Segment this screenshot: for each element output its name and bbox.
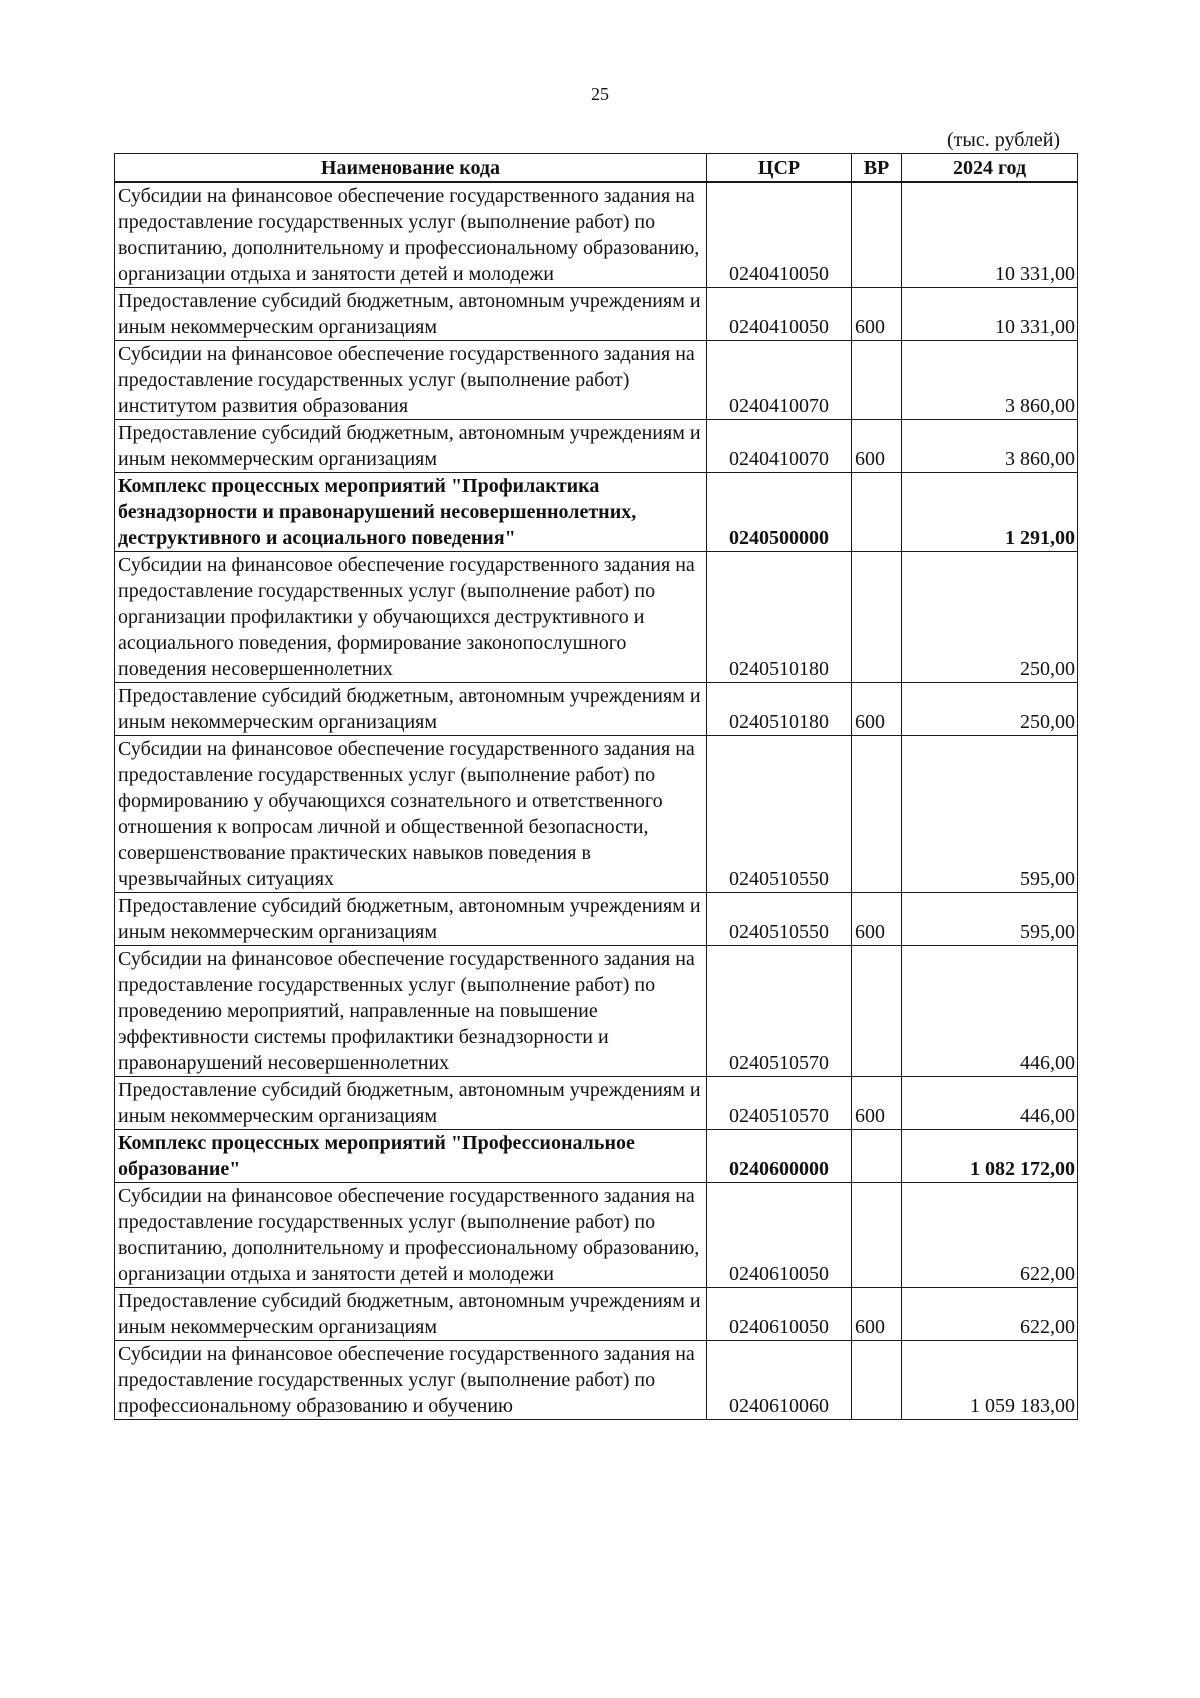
row-value: 10 331,00 <box>902 182 1078 288</box>
row-csr: 0240410070 <box>707 420 852 473</box>
row-name: Предоставление субсидий бюджетным, автономным учреждениям и иным некоммерческим организациям <box>115 683 707 736</box>
row-value: 10 331,00 <box>902 288 1078 341</box>
row-vr <box>852 946 902 1077</box>
row-csr: 0240510570 <box>707 946 852 1077</box>
row-value: 3 860,00 <box>902 341 1078 420</box>
row-vr: 600 <box>852 1288 902 1341</box>
row-name: Комплекс процессных мероприятий "Профилактика безнадзорности и правонарушений несовершеннолетних, деструктивного и асоциального поведения" <box>115 473 707 552</box>
row-csr: 0240410050 <box>707 288 852 341</box>
row-name: Субсидии на финансовое обеспечение государственного задания на предоставление государственных услуг (выполнение работ) по организации профилактики у обучающихся деструктивного и асоциального поведения, формирование законопослушного поведения несовершеннолетних <box>115 552 707 683</box>
row-vr: 600 <box>852 1077 902 1130</box>
table-row <box>115 736 1078 893</box>
table-row <box>115 341 1078 420</box>
row-csr: 0240410050 <box>707 182 852 288</box>
units-label: (тыс. рублей) <box>947 129 1061 151</box>
row-csr: 0240610050 <box>707 1183 852 1288</box>
row-vr <box>852 473 902 552</box>
row-value: 250,00 <box>902 683 1078 736</box>
header-name: Наименование кода <box>115 154 707 183</box>
row-vr: 600 <box>852 683 902 736</box>
row-vr: 600 <box>852 420 902 473</box>
table-row-section <box>115 473 1078 552</box>
row-csr: 0240510180 <box>707 552 852 683</box>
row-value: 622,00 <box>902 1288 1078 1341</box>
row-name: Предоставление субсидий бюджетным, автономным учреждениям и иным некоммерческим организациям <box>115 1077 707 1130</box>
row-vr <box>852 182 902 288</box>
budget-table <box>114 153 1078 1420</box>
table-row <box>115 946 1078 1077</box>
row-csr: 0240510550 <box>707 736 852 893</box>
header-csr: ЦСР <box>707 154 852 183</box>
row-vr: 600 <box>852 893 902 946</box>
table-row <box>115 288 1078 341</box>
table-row <box>115 420 1078 473</box>
row-value: 3 860,00 <box>902 420 1078 473</box>
row-name: Предоставление субсидий бюджетным, автономным учреждениям и иным некоммерческим организациям <box>115 893 707 946</box>
row-vr <box>852 1341 902 1420</box>
table-row <box>115 182 1078 288</box>
row-csr: 0240510570 <box>707 1077 852 1130</box>
row-csr: 0240510550 <box>707 893 852 946</box>
table-row <box>115 1183 1078 1288</box>
row-csr: 0240510180 <box>707 683 852 736</box>
table-row <box>115 893 1078 946</box>
row-vr <box>852 1130 902 1183</box>
row-value: 1 291,00 <box>902 473 1078 552</box>
row-value: 622,00 <box>902 1183 1078 1288</box>
row-name: Субсидии на финансовое обеспечение государственного задания на предоставление государственных услуг (выполнение работ) по воспитанию, дополнительному и профессиональному образованию, организации отдыха и занятости детей и молодежи <box>115 182 707 288</box>
row-name: Предоставление субсидий бюджетным, автономным учреждениям и иным некоммерческим организациям <box>115 288 707 341</box>
row-name: Предоставление субсидий бюджетным, автономным учреждениям и иным некоммерческим организациям <box>115 1288 707 1341</box>
table-header-row <box>115 154 1078 183</box>
row-value: 250,00 <box>902 552 1078 683</box>
row-name: Субсидии на финансовое обеспечение государственного задания на предоставление государственных услуг (выполнение работ) по воспитанию, дополнительному и профессиональному образованию, организации отдыха и занятости детей и молодежи <box>115 1183 707 1288</box>
row-value: 446,00 <box>902 1077 1078 1130</box>
row-name: Предоставление субсидий бюджетным, автономным учреждениям и иным некоммерческим организациям <box>115 420 707 473</box>
table-row <box>115 1077 1078 1130</box>
header-year: 2024 год <box>902 154 1078 183</box>
table-row-section <box>115 1130 1078 1183</box>
row-value: 1 059 183,00 <box>902 1341 1078 1420</box>
header-vr: ВР <box>852 154 902 183</box>
row-csr: 0240610050 <box>707 1288 852 1341</box>
row-name: Субсидии на финансовое обеспечение государственного задания на предоставление государственных услуг (выполнение работ) институтом развития образования <box>115 341 707 420</box>
row-name: Субсидии на финансовое обеспечение государственного задания на предоставление государственных услуг (выполнение работ) по формированию у обучающихся сознательного и ответственного отношения к вопросам личной и общественной безопасности, совершенствование практических навыков поведения в чрезвычайных ситуациях <box>115 736 707 893</box>
table-row <box>115 1341 1078 1420</box>
row-value: 446,00 <box>902 946 1078 1077</box>
row-name: Субсидии на финансовое обеспечение государственного задания на предоставление государственных услуг (выполнение работ) по проведению мероприятий, направленные на повышение эффективности системы профилактики безнадзорности и правонарушений несовершеннолетних <box>115 946 707 1077</box>
row-csr: 0240500000 <box>707 473 852 552</box>
row-vr <box>852 552 902 683</box>
table-row <box>115 552 1078 683</box>
row-csr: 0240410070 <box>707 341 852 420</box>
row-name: Комплекс процессных мероприятий "Профессиональное образование" <box>115 1130 707 1183</box>
table-row <box>115 1288 1078 1341</box>
row-vr <box>852 1183 902 1288</box>
row-vr: 600 <box>852 288 902 341</box>
row-name: Субсидии на финансовое обеспечение государственного задания на предоставление государственных услуг (выполнение работ) по профессиональному образованию и обучению <box>115 1341 707 1420</box>
row-vr <box>852 341 902 420</box>
row-value: 1 082 172,00 <box>902 1130 1078 1183</box>
row-csr: 0240600000 <box>707 1130 852 1183</box>
row-csr: 0240610060 <box>707 1341 852 1420</box>
table-row <box>115 683 1078 736</box>
row-vr <box>852 736 902 893</box>
row-value: 595,00 <box>902 893 1078 946</box>
page-number: 25 <box>591 84 609 104</box>
row-value: 595,00 <box>902 736 1078 893</box>
